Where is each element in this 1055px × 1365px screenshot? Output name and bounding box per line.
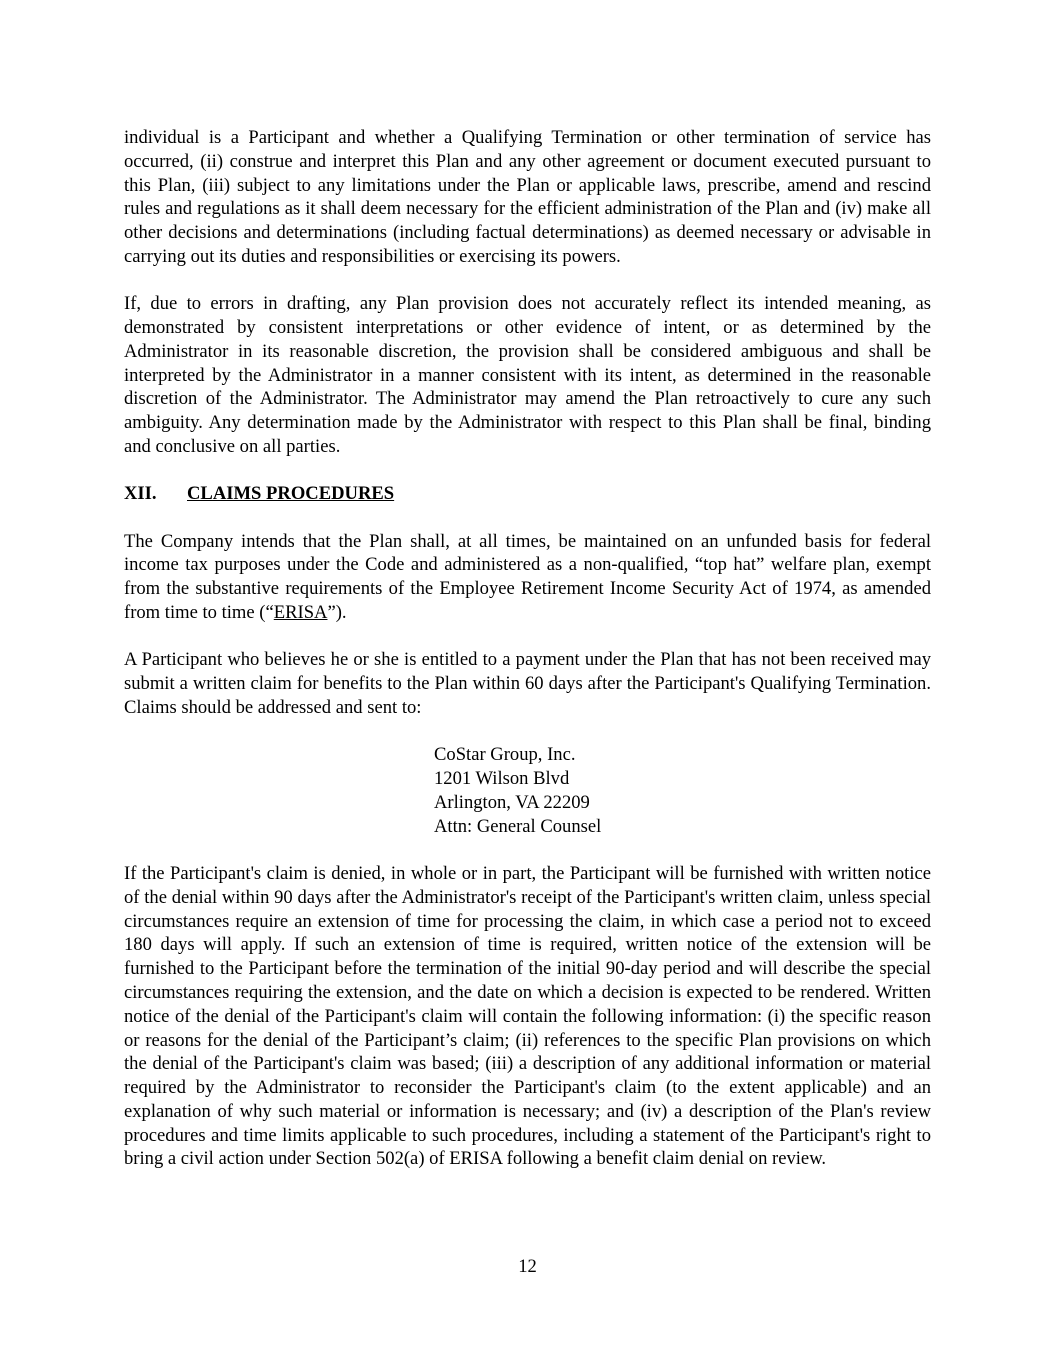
- paragraph-drafting-errors: If, due to errors in drafting, any Plan provision does not accurately reflect its intended meaning, as demonstrated by consistent interpretations or other evidence of intent, or as determined by the Administrator in its reasonable discretion, the provision shall be considered ambiguous and shall be interpreted by the Administrator in a manner consistent with its intent, as determined in the reasonable discretion of the Administrator. The Administrator may amend the Plan retroactively to cure any such ambiguity. Any determination made by the Administrator with respect to this Plan shall be final, binding and conclusive on all parties.: [124, 293, 931, 458]
- mailing-address: [434, 743, 931, 838]
- address-line: Arlington, VA 22209: [434, 791, 590, 813]
- address-line: 1201 Wilson Blvd: [434, 768, 570, 790]
- address-line: CoStar Group, Inc.: [434, 744, 576, 766]
- page-number: 12: [518, 1256, 537, 1277]
- paragraph-administrator-powers: individual is a Participant and whether a Qualifying Termination or other termination of service has occurred, (ii) construe and interpret this Plan and any other agreement or document executed pursuant to this Plan, (iii) subject to any limitations under the Plan or applicable laws, prescribe, amend and rescind rules and regulations as it shall deem necessary for the efficient administration of the Plan and (iv) make all other decisions and determinations (including factual determinations) as deemed necessary or advisable in carrying out its duties and responsibilities or exercising its powers.: [124, 127, 931, 267]
- address-line: Attn: General Counsel: [434, 815, 602, 837]
- section-title: CLAIMS PROCEDURES: [187, 483, 395, 505]
- paragraph-text: ”).: [327, 602, 347, 624]
- defined-term-erisa: ERISA: [273, 602, 328, 624]
- paragraph-text: The Company intends that the Plan shall, at all times, be maintained on an unfunded basis for federal income tax purposes under the Code and administered as a non-qualified, “top hat” welfare plan, exempt from the substantive requirements of the Employee Retirement Income Security Act of 1974, as amended from time to time (“: [124, 530, 931, 624]
- paragraph-submit-claim: A Participant who believes he or she is entitled to a payment under the Plan that has not been received may submit a written claim for benefits to the Plan within 60 days after the Participant's Qualifying Termination. Claims should be addressed and sent to:: [124, 649, 931, 718]
- paragraph-claim-denial: If the Participant's claim is denied, in whole or in part, the Participant will be furnished with written notice of the denial within 90 days after the Administrator's receipt of the Participant's written claim, unless special circumstances require an extension of time for processing the claim, in which case a period not to exceed 180 days will apply. If such an extension of time is required, written notice of the extension will be furnished to the Participant before the termination of the initial 90-day period and will describe the special circumstances requiring the extension, and the date on which a decision is expected to be rendered. Written notice of the denial of the Participant's claim will contain the following information: (i) the specific reason or reasons for the denial of the Participant’s claim; (ii) references to the specific Plan provisions on which the denial of the Participant's claim was based; (iii) a description of any additional information or material required by the Administrator to reconsider the Participant's claim (to the extent applicable) and an explanation of why such material or information is necessary; and (iv) a description of the Plan's review procedures and time limits applicable to such procedures, including a statement of the Participant's right to bring a civil action under Section 502(a) of ERISA following a benefit claim denial on review.: [124, 862, 931, 1170]
- section-number: XII.: [124, 483, 157, 505]
- document-body: [124, 126, 931, 1171]
- section-heading: [124, 482, 931, 506]
- paragraph-unfunded-plan: [124, 530, 931, 625]
